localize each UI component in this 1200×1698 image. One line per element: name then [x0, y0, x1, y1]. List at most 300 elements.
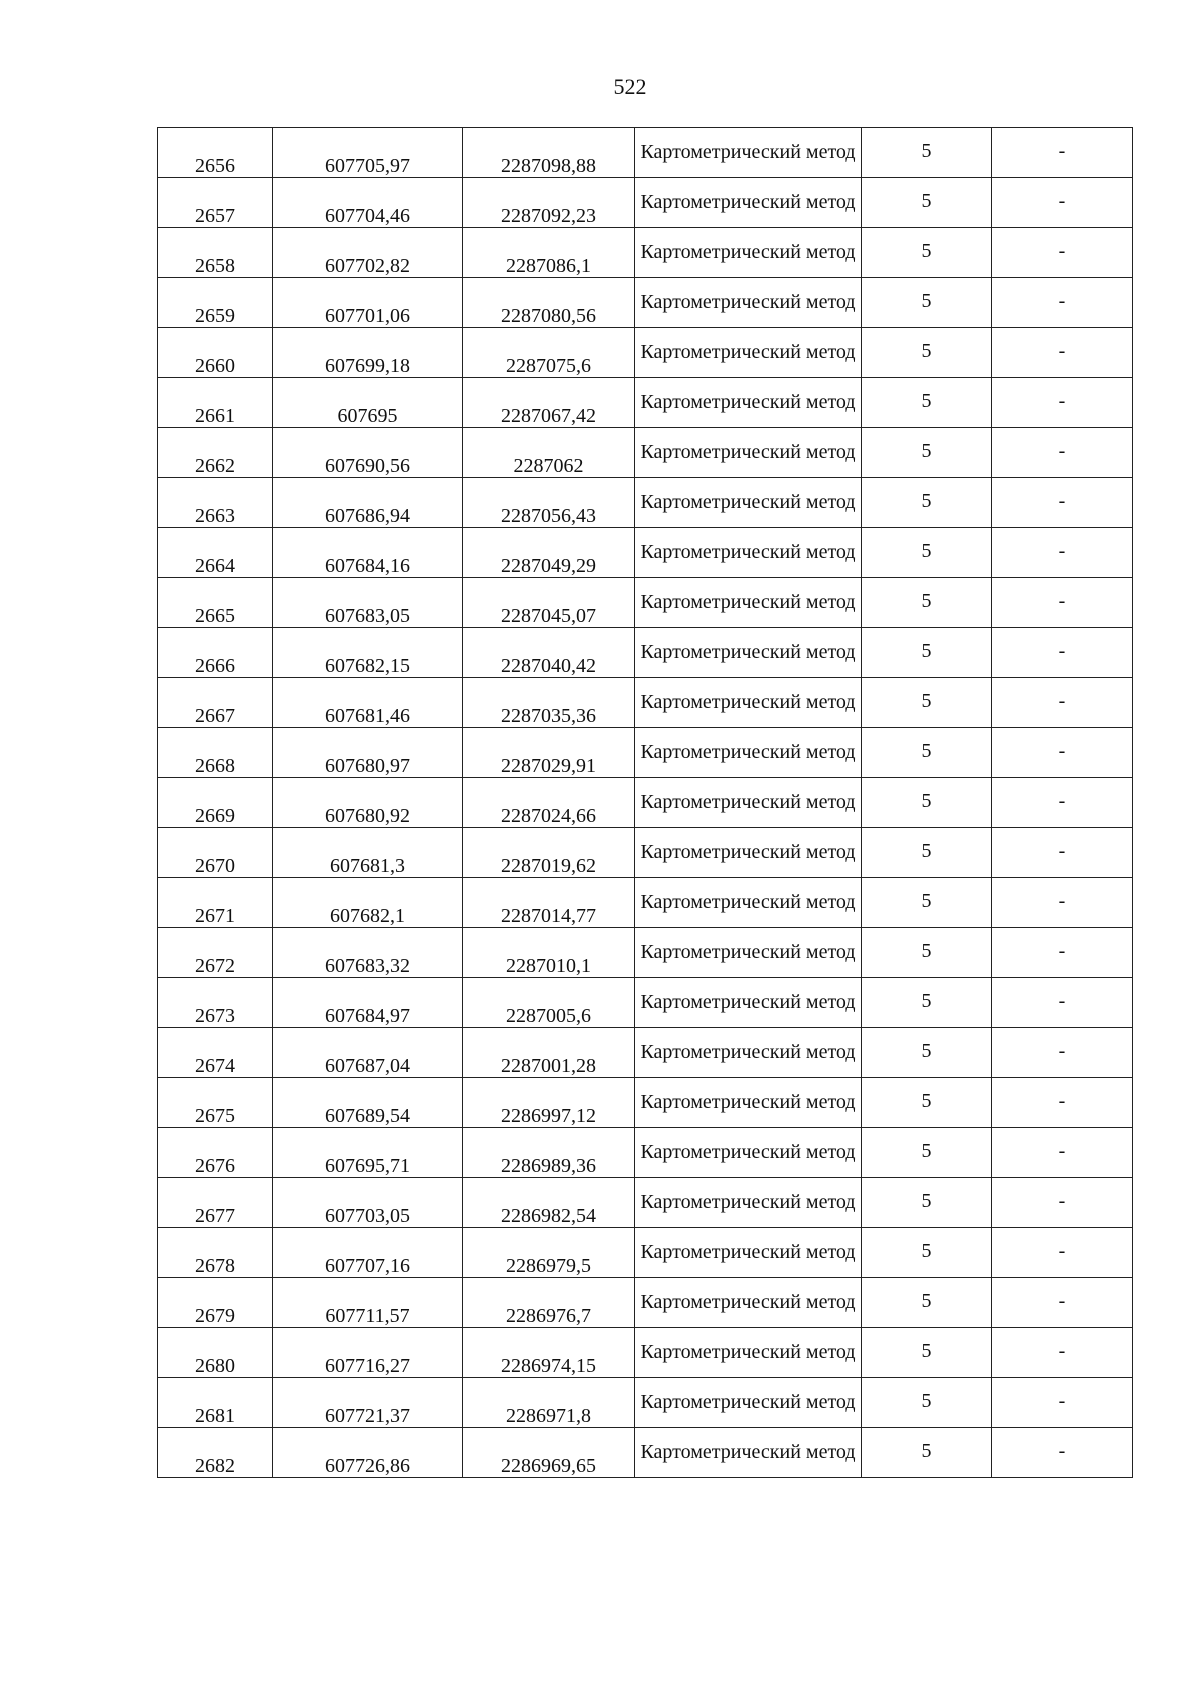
point-number-cell-text: 2675 — [195, 1105, 235, 1127]
x-coordinate-cell — [273, 1028, 463, 1078]
x-coordinate-cell-text: 607703,05 — [325, 1205, 410, 1227]
y-coordinate-cell-text: 2287062 — [513, 455, 584, 477]
accuracy-cell-text: 5 — [921, 989, 932, 1012]
description-cell — [992, 1028, 1133, 1078]
x-coordinate-cell-text: 607711,57 — [325, 1305, 410, 1327]
x-coordinate-cell-text: 607701,06 — [325, 305, 410, 327]
method-cell-text: Картометрический метод — [640, 991, 856, 1013]
method-cell — [635, 978, 862, 1028]
description-cell-text: - — [1058, 1389, 1066, 1412]
y-coordinate-cell — [463, 1028, 635, 1078]
accuracy-cell — [862, 878, 992, 928]
point-number-cell — [158, 178, 273, 228]
method-cell — [635, 128, 862, 178]
description-cell — [992, 1078, 1133, 1128]
y-coordinate-cell — [463, 328, 635, 378]
y-coordinate-cell — [463, 1428, 635, 1478]
x-coordinate-cell — [273, 1278, 463, 1328]
table-row — [158, 528, 1133, 578]
description-cell-text: - — [1058, 189, 1066, 212]
accuracy-cell-text: 5 — [921, 1289, 932, 1312]
method-cell — [635, 1128, 862, 1178]
x-coordinate-cell — [273, 428, 463, 478]
point-number-cell — [158, 778, 273, 828]
point-number-cell — [158, 1078, 273, 1128]
x-coordinate-cell — [273, 528, 463, 578]
y-coordinate-cell — [463, 1178, 635, 1228]
method-cell — [635, 828, 862, 878]
description-cell-text: - — [1058, 389, 1066, 412]
accuracy-cell — [862, 378, 992, 428]
y-coordinate-cell — [463, 278, 635, 328]
method-cell — [635, 578, 862, 628]
x-coordinate-cell-text: 607682,15 — [325, 655, 410, 677]
method-cell-text: Картометрический метод — [640, 1041, 856, 1063]
x-coordinate-cell-text: 607682,1 — [330, 905, 405, 927]
accuracy-cell — [862, 1178, 992, 1228]
y-coordinate-cell-text: 2287098,88 — [501, 155, 596, 177]
x-coordinate-cell-text: 607704,46 — [325, 205, 410, 227]
point-number-cell-text: 2678 — [195, 1255, 235, 1277]
x-coordinate-cell — [273, 628, 463, 678]
table-row — [158, 928, 1133, 978]
method-cell-text: Картометрический метод — [640, 491, 856, 513]
y-coordinate-cell-text: 2287067,42 — [501, 405, 596, 427]
accuracy-cell-text: 5 — [921, 689, 932, 712]
y-coordinate-cell-text: 2286997,12 — [501, 1105, 596, 1127]
method-cell-text: Картометрический метод — [640, 841, 856, 863]
x-coordinate-cell-text: 607695 — [337, 405, 398, 427]
accuracy-cell-text: 5 — [921, 1339, 932, 1362]
method-cell — [635, 1378, 862, 1428]
y-coordinate-cell-text: 2287056,43 — [501, 505, 596, 527]
x-coordinate-cell-text: 607684,16 — [325, 555, 410, 577]
description-cell-text: - — [1058, 589, 1066, 612]
description-cell-text: - — [1058, 1189, 1066, 1212]
x-coordinate-cell-text: 607716,27 — [325, 1355, 410, 1377]
point-number-cell-text: 2659 — [195, 305, 235, 327]
accuracy-cell — [862, 1028, 992, 1078]
method-cell-text: Картометрический метод — [640, 391, 856, 413]
description-cell-text: - — [1058, 439, 1066, 462]
y-coordinate-cell-text: 2287019,62 — [501, 855, 596, 877]
method-cell-text: Картометрический метод — [640, 191, 856, 213]
method-cell — [635, 178, 862, 228]
x-coordinate-cell-text: 607681,3 — [330, 855, 405, 877]
y-coordinate-cell-text: 2287075,6 — [506, 355, 591, 377]
x-coordinate-cell — [273, 378, 463, 428]
accuracy-cell-text: 5 — [921, 1089, 932, 1112]
description-cell-text: - — [1058, 789, 1066, 812]
x-coordinate-cell-text: 607726,86 — [325, 1455, 410, 1477]
method-cell-text: Картометрический метод — [640, 1141, 856, 1163]
description-cell — [992, 1328, 1133, 1378]
description-cell — [992, 228, 1133, 278]
point-number-cell — [158, 428, 273, 478]
method-cell — [635, 1178, 862, 1228]
accuracy-cell — [862, 178, 992, 228]
point-number-cell-text: 2666 — [195, 655, 235, 677]
accuracy-cell-text: 5 — [921, 1139, 932, 1162]
x-coordinate-cell — [273, 928, 463, 978]
y-coordinate-cell-text: 2286971,8 — [506, 1405, 591, 1427]
x-coordinate-cell-text: 607689,54 — [325, 1105, 410, 1127]
method-cell-text: Картометрический метод — [640, 941, 856, 963]
method-cell — [635, 478, 862, 528]
y-coordinate-cell-text: 2287001,28 — [501, 1055, 596, 1077]
x-coordinate-cell-text: 607680,92 — [325, 805, 410, 827]
x-coordinate-cell-text: 607695,71 — [325, 1155, 410, 1177]
method-cell — [635, 1278, 862, 1328]
accuracy-cell-text: 5 — [921, 489, 932, 512]
point-number-cell-text: 2670 — [195, 855, 235, 877]
y-coordinate-cell — [463, 1328, 635, 1378]
point-number-cell-text: 2672 — [195, 955, 235, 977]
x-coordinate-cell — [273, 1328, 463, 1378]
y-coordinate-cell — [463, 828, 635, 878]
x-coordinate-cell — [273, 1378, 463, 1428]
y-coordinate-cell — [463, 628, 635, 678]
method-cell-text: Картометрический метод — [640, 1441, 856, 1463]
y-coordinate-cell — [463, 678, 635, 728]
description-cell — [992, 178, 1133, 228]
point-number-cell-text: 2676 — [195, 1155, 235, 1177]
method-cell — [635, 428, 862, 478]
method-cell-text: Картометрический метод — [640, 291, 856, 313]
accuracy-cell-text: 5 — [921, 439, 932, 462]
x-coordinate-cell-text: 607690,56 — [325, 455, 410, 477]
accuracy-cell-text: 5 — [921, 139, 932, 162]
accuracy-cell — [862, 828, 992, 878]
y-coordinate-cell-text: 2287040,42 — [501, 655, 596, 677]
y-coordinate-cell-text: 2287029,91 — [501, 755, 596, 777]
table-row — [158, 378, 1133, 428]
accuracy-cell — [862, 728, 992, 778]
method-cell-text: Картометрический метод — [640, 791, 856, 813]
table-body — [158, 128, 1133, 1478]
description-cell — [992, 428, 1133, 478]
accuracy-cell-text: 5 — [921, 1039, 932, 1062]
table-row — [158, 1278, 1133, 1328]
point-number-cell — [158, 228, 273, 278]
accuracy-cell — [862, 128, 992, 178]
x-coordinate-cell-text: 607683,05 — [325, 605, 410, 627]
point-number-cell-text: 2664 — [195, 555, 235, 577]
point-number-cell — [158, 628, 273, 678]
y-coordinate-cell — [463, 1078, 635, 1128]
x-coordinate-cell-text: 607699,18 — [325, 355, 410, 377]
accuracy-cell-text: 5 — [921, 939, 932, 962]
x-coordinate-cell-text: 607705,97 — [325, 155, 410, 177]
page-number: 522 — [613, 74, 647, 99]
point-number-cell — [158, 1428, 273, 1478]
method-cell — [635, 878, 862, 928]
point-number-cell-text: 2663 — [195, 505, 235, 527]
accuracy-cell — [862, 928, 992, 978]
y-coordinate-cell — [463, 528, 635, 578]
description-cell-text: - — [1058, 1289, 1066, 1312]
point-number-cell-text: 2669 — [195, 805, 235, 827]
accuracy-cell-text: 5 — [921, 339, 932, 362]
table-row — [158, 1228, 1133, 1278]
table-row — [158, 1378, 1133, 1428]
point-number-cell — [158, 878, 273, 928]
description-cell-text: - — [1058, 1039, 1066, 1062]
x-coordinate-cell-text: 607687,04 — [325, 1055, 410, 1077]
x-coordinate-cell — [273, 728, 463, 778]
y-coordinate-cell — [463, 178, 635, 228]
x-coordinate-cell-text: 607707,16 — [325, 1255, 410, 1277]
x-coordinate-cell-text: 607721,37 — [325, 1405, 410, 1427]
accuracy-cell-text: 5 — [921, 539, 932, 562]
point-number-cell-text: 2662 — [195, 455, 235, 477]
method-cell-text: Картометрический метод — [640, 341, 856, 363]
accuracy-cell-text: 5 — [921, 739, 932, 762]
accuracy-cell — [862, 1428, 992, 1478]
method-cell — [635, 228, 862, 278]
x-coordinate-cell-text: 607683,32 — [325, 955, 410, 977]
y-coordinate-cell-text: 2286976,7 — [506, 1305, 591, 1327]
description-cell — [992, 528, 1133, 578]
x-coordinate-cell — [273, 1178, 463, 1228]
point-number-cell — [158, 1228, 273, 1278]
accuracy-cell — [862, 628, 992, 678]
y-coordinate-cell — [463, 128, 635, 178]
table-row — [158, 178, 1133, 228]
point-number-cell — [158, 978, 273, 1028]
table-row — [158, 978, 1133, 1028]
table-row — [158, 278, 1133, 328]
y-coordinate-cell-text: 2286974,15 — [501, 1355, 596, 1377]
method-cell — [635, 378, 862, 428]
x-coordinate-cell — [273, 178, 463, 228]
method-cell — [635, 1228, 862, 1278]
accuracy-cell — [862, 278, 992, 328]
description-cell-text: - — [1058, 639, 1066, 662]
description-cell-text: - — [1058, 739, 1066, 762]
table-row — [158, 328, 1133, 378]
x-coordinate-cell-text: 607681,46 — [325, 705, 410, 727]
accuracy-cell — [862, 978, 992, 1028]
description-cell-text: - — [1058, 339, 1066, 362]
y-coordinate-cell-text: 2287092,23 — [501, 205, 596, 227]
point-number-cell — [158, 578, 273, 628]
accuracy-cell — [862, 478, 992, 528]
point-number-cell-text: 2671 — [195, 905, 235, 927]
point-number-cell — [158, 1378, 273, 1428]
x-coordinate-cell — [273, 328, 463, 378]
point-number-cell — [158, 828, 273, 878]
accuracy-cell-text: 5 — [921, 589, 932, 612]
description-cell — [992, 828, 1133, 878]
method-cell-text: Картометрический метод — [640, 1391, 856, 1413]
table-row — [158, 1078, 1133, 1128]
description-cell — [992, 878, 1133, 928]
description-cell — [992, 578, 1133, 628]
accuracy-cell-text: 5 — [921, 1189, 932, 1212]
accuracy-cell — [862, 328, 992, 378]
point-number-cell — [158, 478, 273, 528]
description-cell-text: - — [1058, 689, 1066, 712]
y-coordinate-cell-text: 2286989,36 — [501, 1155, 596, 1177]
table-row — [158, 878, 1133, 928]
table-row — [158, 128, 1133, 178]
table-row — [158, 728, 1133, 778]
point-number-cell-text: 2661 — [195, 405, 235, 427]
description-cell — [992, 1378, 1133, 1428]
description-cell — [992, 978, 1133, 1028]
accuracy-cell — [862, 678, 992, 728]
table-row — [158, 1178, 1133, 1228]
description-cell — [992, 1228, 1133, 1278]
x-coordinate-cell — [273, 1078, 463, 1128]
point-number-cell — [158, 528, 273, 578]
description-cell-text: - — [1058, 1089, 1066, 1112]
description-cell-text: - — [1058, 489, 1066, 512]
table-row — [158, 778, 1133, 828]
y-coordinate-cell — [463, 378, 635, 428]
method-cell — [635, 528, 862, 578]
description-cell — [992, 328, 1133, 378]
point-number-cell-text: 2656 — [195, 155, 235, 177]
method-cell-text: Картометрический метод — [640, 1341, 856, 1363]
y-coordinate-cell — [463, 228, 635, 278]
method-cell — [635, 678, 862, 728]
point-number-cell-text: 2680 — [195, 1355, 235, 1377]
table-row — [158, 678, 1133, 728]
description-cell-text: - — [1058, 889, 1066, 912]
method-cell-text: Картометрический метод — [640, 691, 856, 713]
description-cell — [992, 1278, 1133, 1328]
accuracy-cell — [862, 228, 992, 278]
description-cell — [992, 1178, 1133, 1228]
description-cell-text: - — [1058, 1439, 1066, 1462]
accuracy-cell — [862, 1228, 992, 1278]
x-coordinate-cell — [273, 678, 463, 728]
x-coordinate-cell — [273, 128, 463, 178]
point-number-cell-text: 2674 — [195, 1055, 235, 1077]
x-coordinate-cell — [273, 778, 463, 828]
point-number-cell — [158, 1128, 273, 1178]
accuracy-cell — [862, 1128, 992, 1178]
table-row — [158, 1128, 1133, 1178]
y-coordinate-cell — [463, 578, 635, 628]
description-cell — [992, 128, 1133, 178]
y-coordinate-cell — [463, 928, 635, 978]
point-number-cell — [158, 128, 273, 178]
x-coordinate-cell — [273, 1128, 463, 1178]
point-number-cell — [158, 728, 273, 778]
y-coordinate-cell — [463, 778, 635, 828]
x-coordinate-cell — [273, 878, 463, 928]
method-cell-text: Картометрический метод — [640, 1241, 856, 1263]
method-cell — [635, 278, 862, 328]
description-cell-text: - — [1058, 939, 1066, 962]
y-coordinate-cell-text: 2286982,54 — [501, 1205, 596, 1227]
table-row — [158, 1028, 1133, 1078]
method-cell-text: Картометрический метод — [640, 141, 856, 163]
accuracy-cell — [862, 1378, 992, 1428]
method-cell-text: Картометрический метод — [640, 641, 856, 663]
y-coordinate-cell-text: 2287049,29 — [501, 555, 596, 577]
y-coordinate-cell — [463, 1378, 635, 1428]
y-coordinate-cell-text: 2287035,36 — [501, 705, 596, 727]
method-cell — [635, 1328, 862, 1378]
y-coordinate-cell-text: 2286979,5 — [506, 1255, 591, 1277]
method-cell-text: Картометрический метод — [640, 741, 856, 763]
y-coordinate-cell — [463, 1128, 635, 1178]
point-number-cell-text: 2681 — [195, 1405, 235, 1427]
x-coordinate-cell-text: 607702,82 — [325, 255, 410, 277]
accuracy-cell-text: 5 — [921, 639, 932, 662]
description-cell — [992, 778, 1133, 828]
point-number-cell-text: 2660 — [195, 355, 235, 377]
point-number-cell-text: 2658 — [195, 255, 235, 277]
description-cell — [992, 1428, 1133, 1478]
method-cell-text: Картометрический метод — [640, 441, 856, 463]
method-cell — [635, 328, 862, 378]
accuracy-cell-text: 5 — [921, 239, 932, 262]
accuracy-cell-text: 5 — [921, 889, 932, 912]
accuracy-cell — [862, 428, 992, 478]
accuracy-cell — [862, 528, 992, 578]
method-cell — [635, 778, 862, 828]
point-number-cell — [158, 928, 273, 978]
method-cell — [635, 1078, 862, 1128]
x-coordinate-cell — [273, 578, 463, 628]
description-cell — [992, 378, 1133, 428]
method-cell-text: Картометрический метод — [640, 591, 856, 613]
method-cell — [635, 1028, 862, 1078]
description-cell-text: - — [1058, 1139, 1066, 1162]
accuracy-cell-text: 5 — [921, 189, 932, 212]
point-number-cell-text: 2682 — [195, 1455, 235, 1477]
table-row — [158, 478, 1133, 528]
method-cell — [635, 928, 862, 978]
point-number-cell — [158, 328, 273, 378]
y-coordinate-cell — [463, 728, 635, 778]
description-cell-text: - — [1058, 139, 1066, 162]
description-cell-text: - — [1058, 1239, 1066, 1262]
x-coordinate-cell — [273, 828, 463, 878]
table-row — [158, 1328, 1133, 1378]
accuracy-cell-text: 5 — [921, 389, 932, 412]
point-number-cell-text: 2657 — [195, 205, 235, 227]
description-cell — [992, 478, 1133, 528]
description-cell-text: - — [1058, 239, 1066, 262]
point-number-cell — [158, 678, 273, 728]
table-row — [158, 578, 1133, 628]
table-row — [158, 828, 1133, 878]
x-coordinate-cell-text: 607684,97 — [325, 1005, 410, 1027]
point-number-cell — [158, 1028, 273, 1078]
point-number-cell-text: 2668 — [195, 755, 235, 777]
table-row — [158, 628, 1133, 678]
description-cell — [992, 728, 1133, 778]
point-number-cell — [158, 278, 273, 328]
y-coordinate-cell-text: 2287010,1 — [506, 955, 591, 977]
accuracy-cell — [862, 1278, 992, 1328]
accuracy-cell — [862, 578, 992, 628]
accuracy-cell-text: 5 — [921, 1389, 932, 1412]
y-coordinate-cell-text: 2287024,66 — [501, 805, 596, 827]
accuracy-cell-text: 5 — [921, 789, 932, 812]
x-coordinate-cell — [273, 978, 463, 1028]
y-coordinate-cell-text: 2287005,6 — [506, 1005, 591, 1027]
method-cell — [635, 628, 862, 678]
method-cell-text: Картометрический метод — [640, 241, 856, 263]
y-coordinate-cell — [463, 1278, 635, 1328]
